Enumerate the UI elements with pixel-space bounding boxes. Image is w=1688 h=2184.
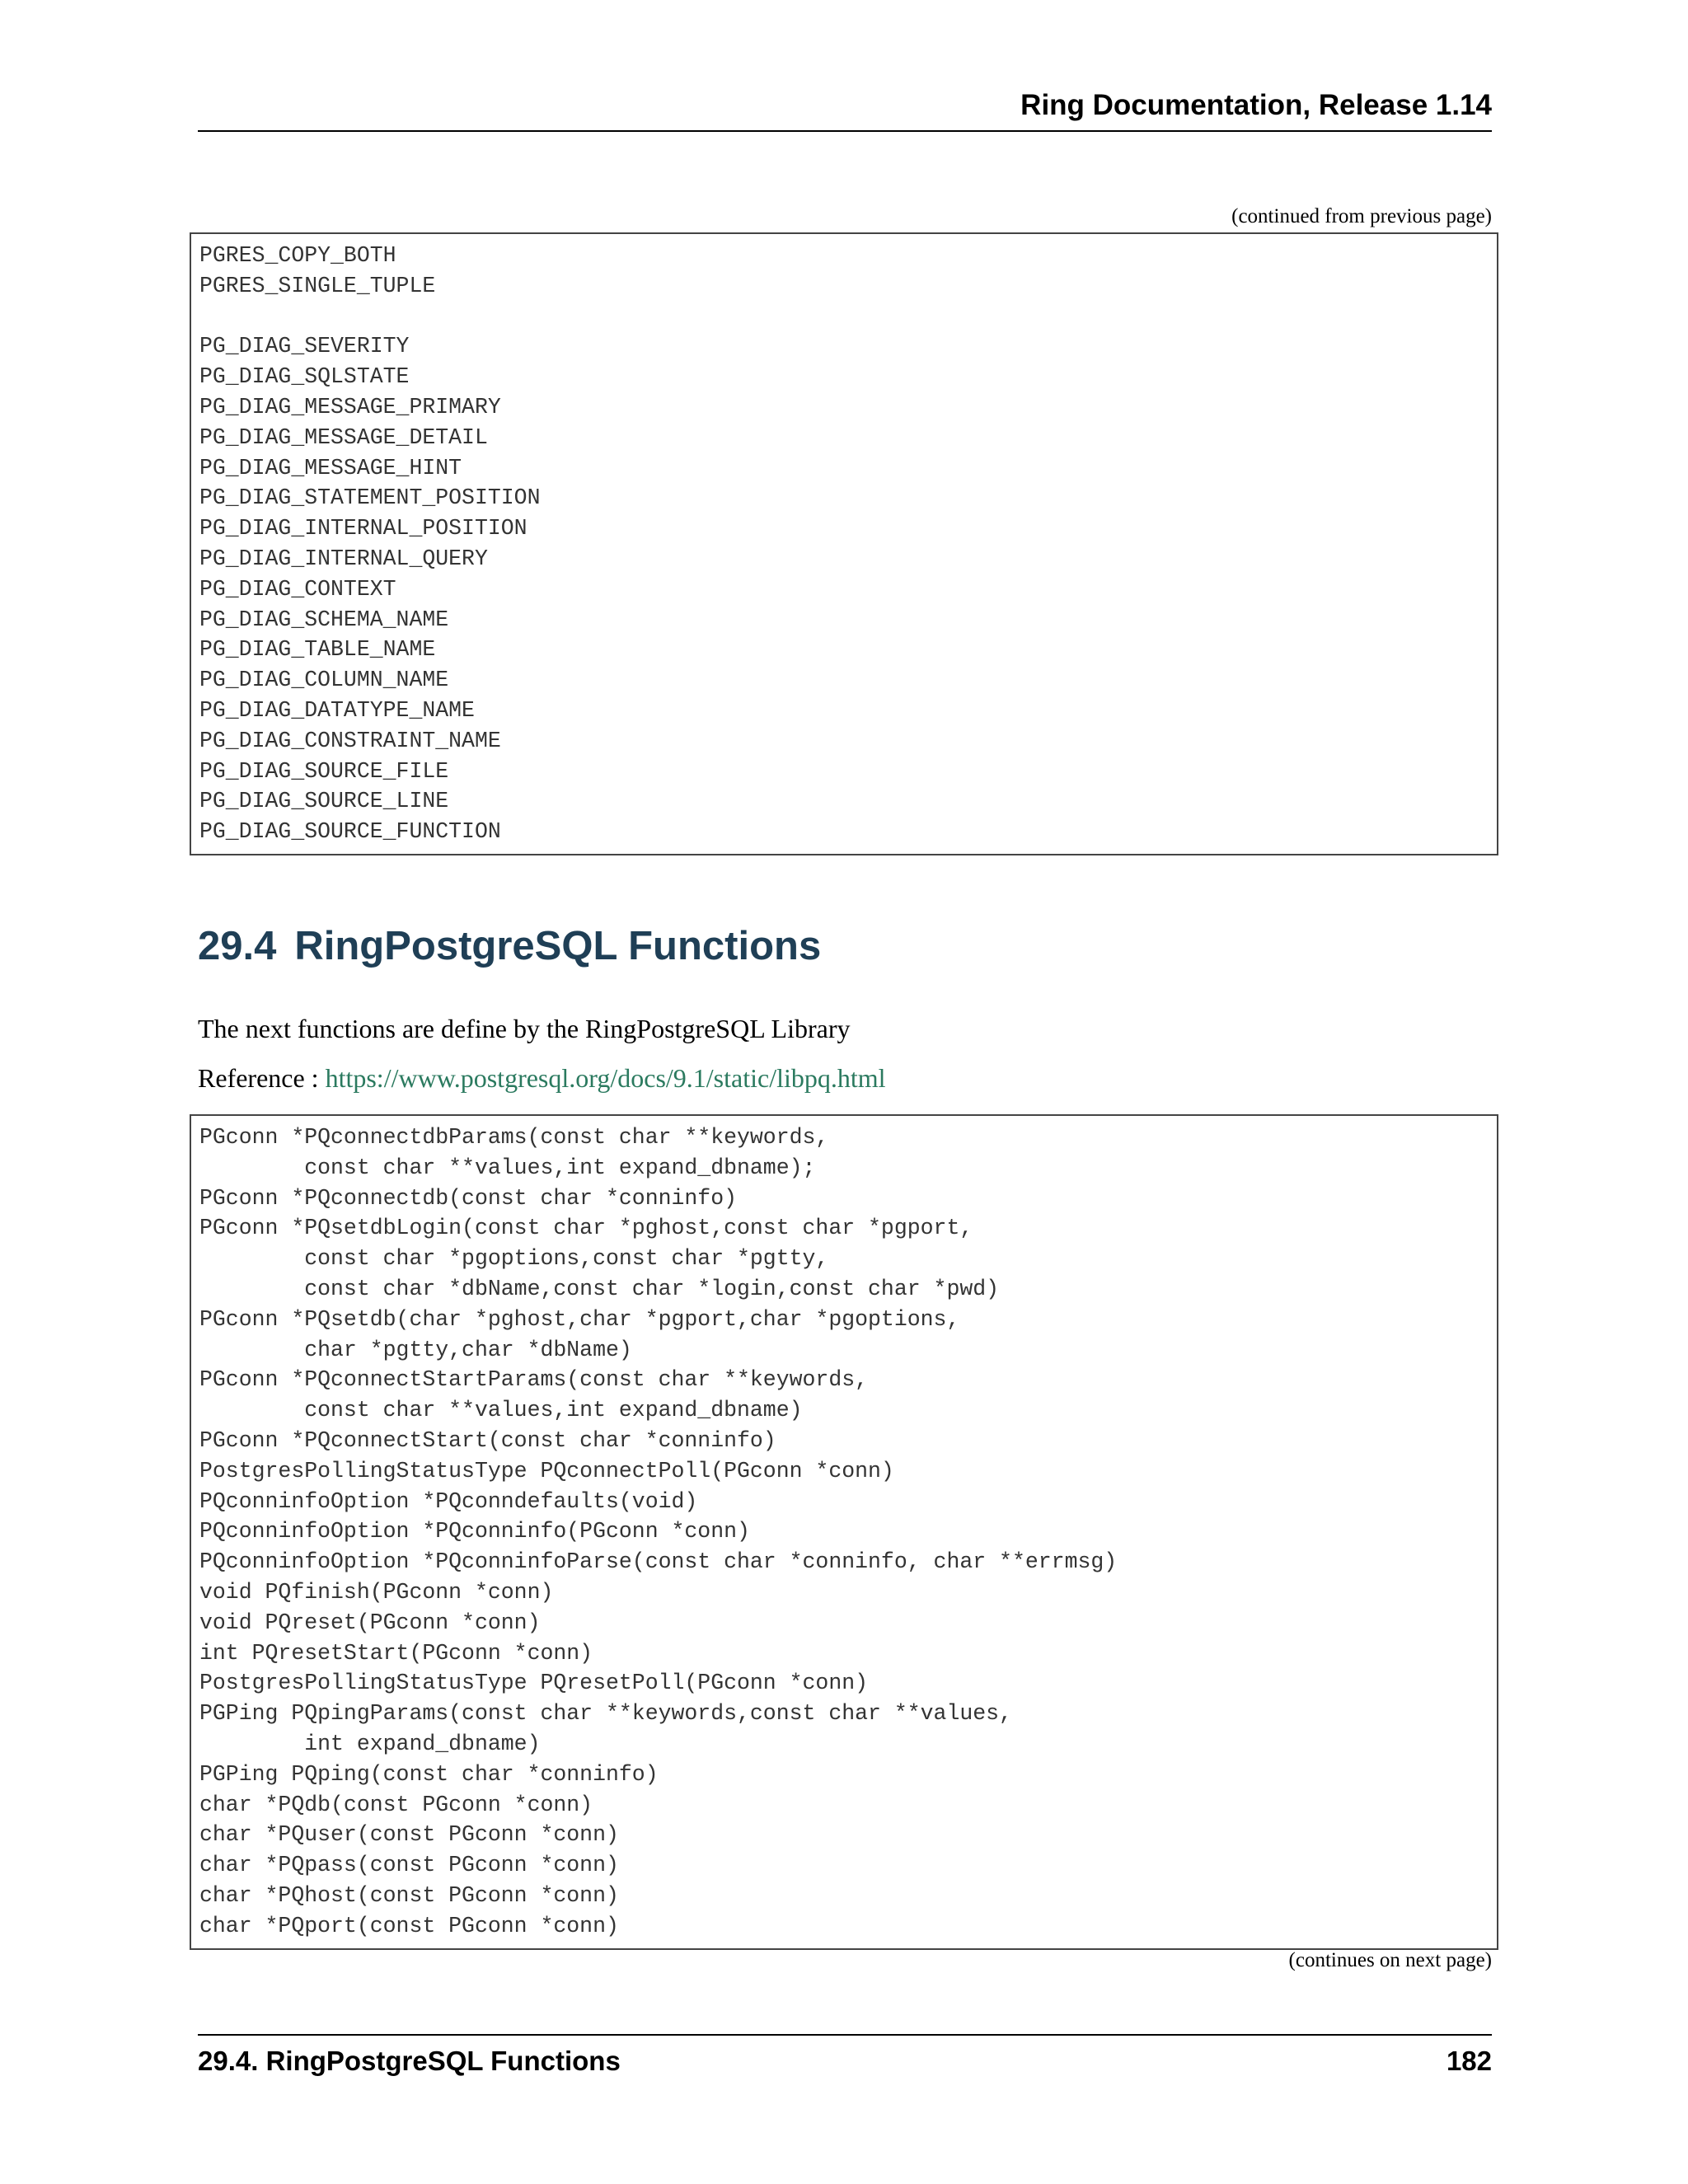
- code-line: PGRES_SINGLE_TUPLE: [199, 273, 436, 298]
- code-line: PostgresPollingStatusType PQresetPoll(PGconn *conn): [199, 1671, 869, 1696]
- code-line: char *PQuser(const PGconn *conn): [199, 1822, 619, 1848]
- code-line: PG_DIAG_COLUMN_NAME: [199, 668, 449, 693]
- section-heading: [198, 921, 821, 971]
- section-title: RingPostgreSQL Functions: [294, 924, 822, 968]
- code-line: PQconninfoOption *PQconninfo(PGconn *conn): [199, 1519, 750, 1544]
- document-title: Ring Documentation, Release 1.14: [1020, 89, 1492, 121]
- page-header: [198, 89, 1492, 132]
- code-line: PG_DIAG_MESSAGE_PRIMARY: [199, 394, 501, 419]
- code-line: const char *pgoptions,const char *pgtty,: [199, 1246, 829, 1272]
- code-line: PG_DIAG_SOURCE_LINE: [199, 789, 449, 814]
- code-line: PGPing PQpingParams(const char **keywords,const char **values,: [199, 1701, 1012, 1727]
- code-line: [199, 302, 1489, 332]
- continues-caption: (continues on next page): [1288, 1949, 1492, 1971]
- code-line: PGconn *PQconnectdb(const char *conninfo): [199, 1185, 738, 1211]
- section-number: 29.4: [198, 924, 277, 968]
- code-line: PG_DIAG_SQLSTATE: [199, 364, 410, 390]
- code-line: const char **values,int expand_dbname);: [199, 1155, 816, 1180]
- code-line: PQconninfoOption *PQconndefaults(void): [199, 1488, 698, 1514]
- code-line: void PQfinish(PGconn *conn): [199, 1579, 554, 1605]
- code-line: const char **values,int expand_dbname): [199, 1398, 803, 1423]
- code-line: PG_DIAG_SCHEMA_NAME: [199, 607, 449, 632]
- code-line: PG_DIAG_MESSAGE_HINT: [199, 455, 462, 480]
- code-line: PGconn *PQconnectStartParams(const char **keywords,: [199, 1367, 869, 1393]
- reference-label: Reference :: [198, 1063, 326, 1093]
- intro-paragraph: The next functions are define by the RingPostgreSQL Library: [198, 1014, 851, 1043]
- code-line: PQconninfoOption *PQconninfoParse(const char *conninfo, char **errmsg): [199, 1549, 1118, 1575]
- code-line: PGconn *PQsetdb(char *pghost,char *pgport,char *pgoptions,: [199, 1306, 960, 1332]
- code-line: PG_DIAG_SOURCE_FUNCTION: [199, 819, 501, 845]
- code-line: PG_DIAG_INTERNAL_POSITION: [199, 516, 528, 541]
- code-line: PG_DIAG_SOURCE_FILE: [199, 758, 449, 784]
- code-line: PG_DIAG_MESSAGE_DETAIL: [199, 424, 488, 450]
- code-line: PG_DIAG_CONSTRAINT_NAME: [199, 728, 501, 753]
- code-line: PG_DIAG_CONTEXT: [199, 576, 396, 602]
- code-line: PGconn *PQsetdbLogin(const char *pghost,const char *pgport,: [199, 1216, 973, 1241]
- code-line: char *PQpass(const PGconn *conn): [199, 1853, 619, 1878]
- code-line: PGconn *PQconnectdbParams(const char **keywords,: [199, 1125, 829, 1150]
- code-line: char *pgtty,char *dbName): [199, 1337, 632, 1362]
- code-line: const char *dbName,const char *login,const char *pwd): [199, 1276, 1000, 1301]
- code-line: int PQresetStart(PGconn *conn): [199, 1640, 593, 1666]
- code-line: PG_DIAG_DATATYPE_NAME: [199, 697, 475, 723]
- code-line: PG_DIAG_SEVERITY: [199, 334, 410, 359]
- continued-caption: (continued from previous page): [1231, 205, 1492, 227]
- code-line: int expand_dbname): [199, 1731, 541, 1756]
- code-line: PostgresPollingStatusType PQconnectPoll(PGconn *conn): [199, 1458, 894, 1483]
- code-line: PGPing PQping(const char *conninfo): [199, 1761, 659, 1787]
- code-line: PG_DIAG_INTERNAL_QUERY: [199, 546, 488, 571]
- code-line: PG_DIAG_TABLE_NAME: [199, 637, 436, 663]
- reference-paragraph: [198, 1062, 886, 1094]
- code-line: PGRES_COPY_BOTH: [199, 243, 396, 268]
- code-block-constants: [190, 232, 1498, 855]
- reference-link[interactable]: https://www.postgresql.org/docs/9.1/static/libpq.html: [325, 1063, 886, 1093]
- footer-section-label: 29.4. RingPostgreSQL Functions: [198, 2046, 621, 2076]
- code-line: PG_DIAG_STATEMENT_POSITION: [199, 485, 541, 511]
- code-line: char *PQdb(const PGconn *conn): [199, 1792, 593, 1817]
- code-line: char *PQhost(const PGconn *conn): [199, 1882, 619, 1908]
- code-block-functions: [190, 1114, 1498, 1950]
- code-line: PGconn *PQconnectStart(const char *conninfo): [199, 1427, 776, 1453]
- code-line: char *PQport(const PGconn *conn): [199, 1913, 619, 1938]
- page-number: 182: [1446, 2046, 1492, 2076]
- code-line: void PQreset(PGconn *conn): [199, 1610, 541, 1635]
- page-footer: [198, 2034, 1492, 2085]
